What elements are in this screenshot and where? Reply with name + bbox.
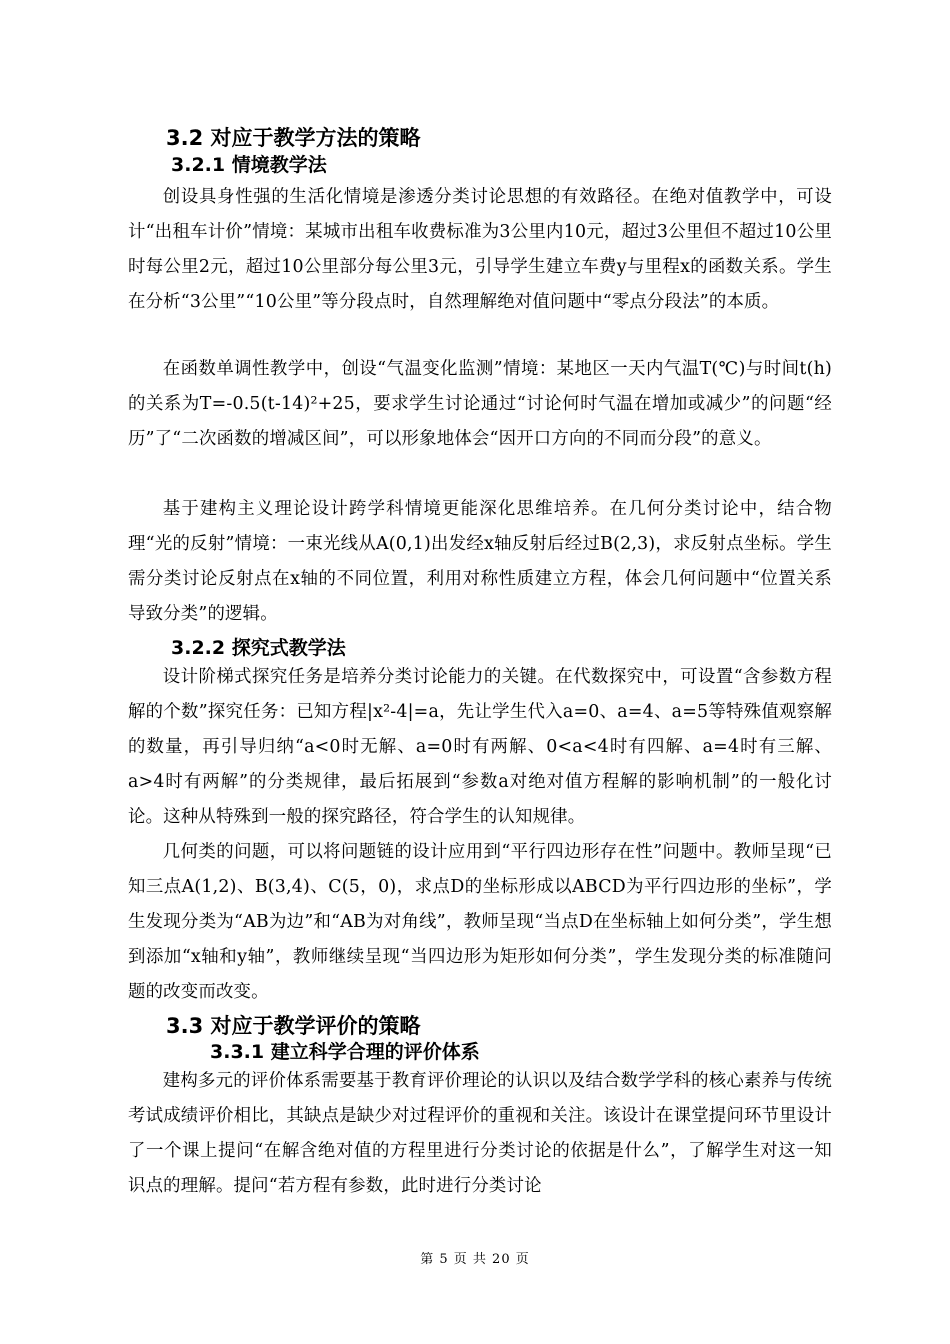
paragraph-3-2-1-taxi: 创设具身性强的生活化情境是渗透分类讨论思想的有效路径。在绝对值教学中，可设计“出租车计价”情境：某城市出租车收费标准为3公里内10元，超过3公里但不超过10公里时每公里2元，超过10公里部分每公里3元，引导学生建立车费y与里程x的函数关系。学生在分析“3公里”“10公里”等分段点时，自然理解绝对值问题中“零点分段法”的本质。 [128,187,832,312]
section-heading-3-3: 3.3 对应于教学评价的策略 [166,1014,421,1038]
paragraph-3-2-1-temperature: 在函数单调性教学中，创设“气温变化监测”情境：某地区一天内气温T(℃)与时间t(h)的关系为T=-0.5(t-14)²+25，要求学生讨论通过“讨论何时气温在增加或减少”的问题“经历”了“二次函数的增减区间”，可以形象地体会“因开口方向的不同而分段”的意义。 [128,359,832,449]
section-heading-3-2: 3.2 对应于教学方法的策略 [166,126,421,150]
paragraph-3-2-1-reflection: 基于建构主义理论设计跨学科情境更能深化思维培养。在几何分类讨论中，结合物理“光的反射”情境：一束光线从A(0,1)出发经x轴反射后经过B(2,3)，求反射点坐标。学生需分类讨论反射点在x轴的不同位置，利用对称性质建立方程，体会几何问题中“位置关系导致分类”的逻辑。 [128,499,832,624]
section-heading-3-3-1: 3.3.1 建立科学合理的评价体系 [210,1041,480,1063]
section-heading-3-2-1: 3.2.1 情境教学法 [171,154,327,176]
paragraph-3-2-2-geometry: 几何类的问题，可以将问题链的设计应用到“平行四边形存在性”问题中。教师呈现“已知三点A(1,2)、B(3,4)、C(5，0)，求点D的坐标形成以ABCD为平行四边形的坐标”，学生发现分类为“AB为边”和“AB为对角线”，教师呈现“当点D在坐标轴上如何分类”，学生想到添加“x轴和y轴”，教师继续呈现“当四边形为矩形如何分类”，学生发现分类的标准随问题的改变而改变。 [128,842,832,1002]
paragraph-3-3-1-evaluation: 建构多元的评价体系需要基于教育评价理论的认识以及结合数学学科的核心素养与传统考试成绩评价相比，其缺点是缺少对过程评价的重视和关注。该设计在课堂提问环节里设计了一个课上提问“在解含绝对值的方程里进行分类讨论的依据是什么”，了解学生对这一知识点的理解。提问“若方程有参数，此时进行分类讨论 [128,1071,832,1196]
section-heading-3-2-2: 3.2.2 探究式教学法 [171,637,346,659]
paragraph-3-2-2-algebra: 设计阶梯式探究任务是培养分类讨论能力的关键。在代数探究中，可设置“含参数方程解的个数”探究任务：已知方程|x²-4|=a，先让学生代入a=0、a=4、a=5等特殊值观察解的数量，再引导归纳“a<0时无解、a=0时有两解、0<a<4时有四解、a=4时有三解、a>4时有两解”的分类规律，最后拓展到“参数a对绝对值方程解的影响机制”的一般化讨论。这种从特殊到一般的探究路径，符合学生的认知规律。 [128,667,832,827]
page-footer: 第 5 页 共 20 页 [420,1252,530,1267]
